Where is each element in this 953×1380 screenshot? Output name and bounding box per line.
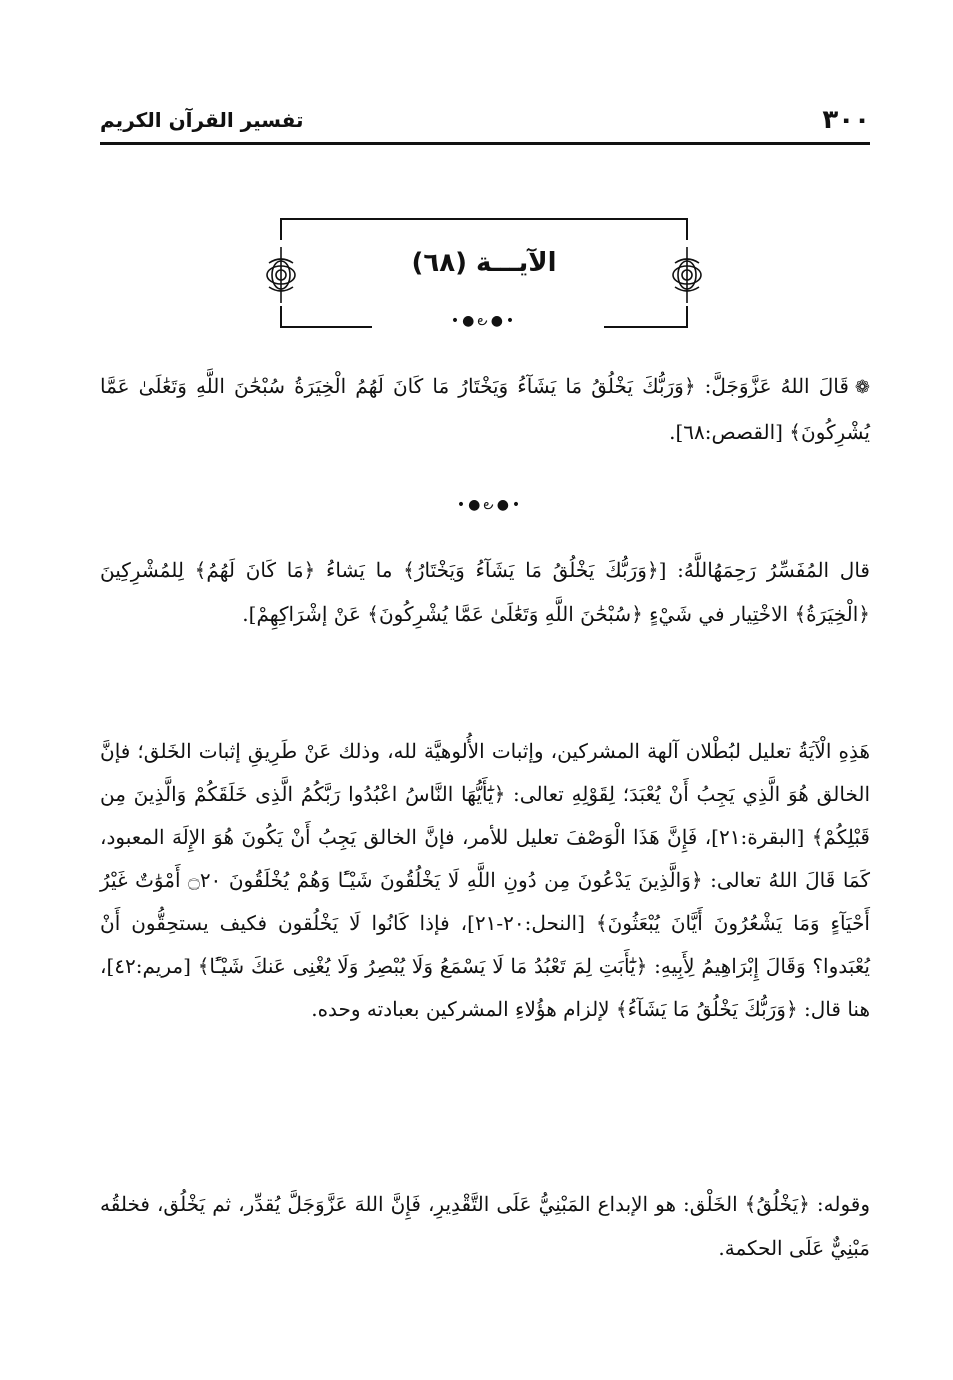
page-header	[100, 100, 870, 140]
frame-bottom-right-line	[604, 326, 688, 328]
frame-bottom-left-line	[280, 326, 372, 328]
word-explanation-paragraph: وقوله: ﴿يَخْلُقُ﴾ الخَلْق: هو الإبداع المَبْنِيُّ عَلَى التَّقْدِيرِ، فَإِنَّ اللهَ عَزَّوَجَلَّ يُقدِّر، ثم يَخْلُق، فخلقُه مَبْنِيٌّ عَلَى الحكمة.	[100, 1192, 870, 1260]
header-rule	[100, 142, 870, 145]
frame-left-top-line	[280, 218, 282, 240]
frame-left-bottom-line	[280, 306, 282, 328]
section-title: الآيـــة (٦٨)	[411, 248, 557, 278]
verse-block	[100, 364, 870, 454]
explanation-paragraph: هَذِهِ الْآيَةُ تعليل لبُطْلان آلهة المشركين، وإثبات الأُلوهيَّة لله، وذلك عَنْ طَرِيقِ إثبات الخَلق؛ فإنَّ الخالق هُوَ الَّذِي يَجِبُ أَنْ يُعْبَدَ؛ لِقَوْلِهِ تعالى: ﴿يَٰٓأَيُّهَا النَّاسُ اعْبُدُوا رَبَّكُمُ الَّذِى خَلَقَكُمْ وَالَّذِينَ مِن قَبْلِكُمْ﴾ [البقرة:٢١]، فَإِنَّ هَذَا الْوَصْفَ تعليل للأمر، فإنَّ الخالق يَجِبُ أَنْ يَكُونَ هُوَ الإِلَهَ المعبود، كَمَا قَالَ اللهُ تعالى: ﴿وَالَّذِينَ يَدْعُونَ مِن دُونِ اللَّهِ لَا يَخْلُقُونَ شَيْـًٔا وَهُمْ يُخْلَقُونَ ۝٢٠ أَمْوَٰتٌ غَيْرُ أَحْيَآءٍ وَمَا يَشْعُرُونَ أَيَّانَ يُبْعَثُونَ﴾ [النحل:٢٠-٢١]، فإذا كَانُوا لَا يَخْلُقون فكيف يستحِقُّون أَنْ يُعْبَدوا؟ وَقَالَ إِبْرَاهِيمُ لِأَبِيهِ: ﴿يَٰٓأَبَتِ لِمَ تَعْبُدُ مَا لَا يَسْمَعُ وَلَا يُبْصِرُ وَلَا يُغْنِى عَنكَ شَيْـًٔا﴾ [مريم:٤٢]، هنا قال: ﴿وَرَبُّكَ يَخْلُقُ مَا يَشَآءُ﴾ لإلزام هؤُلاءِ المشركين بعبادته وحده.	[100, 739, 870, 1021]
verse-text: قَالَ اللهُ عَزَّوَجَلَّ: ﴿وَرَبُّكَ يَخْلُقُ مَا يَشَآءُ وَيَخْتَارُ مَا كَانَ لَهُمُ الْخِيَرَةُ سُبْحَٰنَ اللَّهِ وَتَعَٰلَىٰ عَمَّا يُشْرِكُونَ﴾ [القصص:٦٨].	[100, 374, 870, 444]
flower-icon: ❁	[854, 377, 870, 398]
frame-top-line	[280, 218, 688, 220]
title-ornament: •●౿●•	[450, 313, 518, 329]
commentary-paragraph: قال المُفَسِّرُ رَحِمَهُاللَّهُ: [﴿وَرَبُّكَ يَخْلُقُ مَا يَشَآءُ وَيَخْتَارُ﴾ ما يَشاءُ ﴿مَا كَانَ لَهُمُ﴾ لِلمُشْرِكِينَ ﴿الْخِيَرَةُ﴾ الاخْتِيار في شَيْءٍ ﴿سُبْحَٰنَ اللَّهِ وَتَعَٰلَىٰ عَمَّا يُشْرِكُونَ﴾ عَنْ إشْرَاكِهِمْ].	[100, 558, 870, 626]
frame-right-top-line	[686, 218, 688, 240]
separator-ornament: •●౿●•	[456, 497, 524, 513]
page-number: ٣٠٠	[822, 105, 870, 135]
book-title: تفسير القرآن الكريم	[100, 108, 304, 132]
frame-right-bottom-line	[686, 306, 688, 328]
